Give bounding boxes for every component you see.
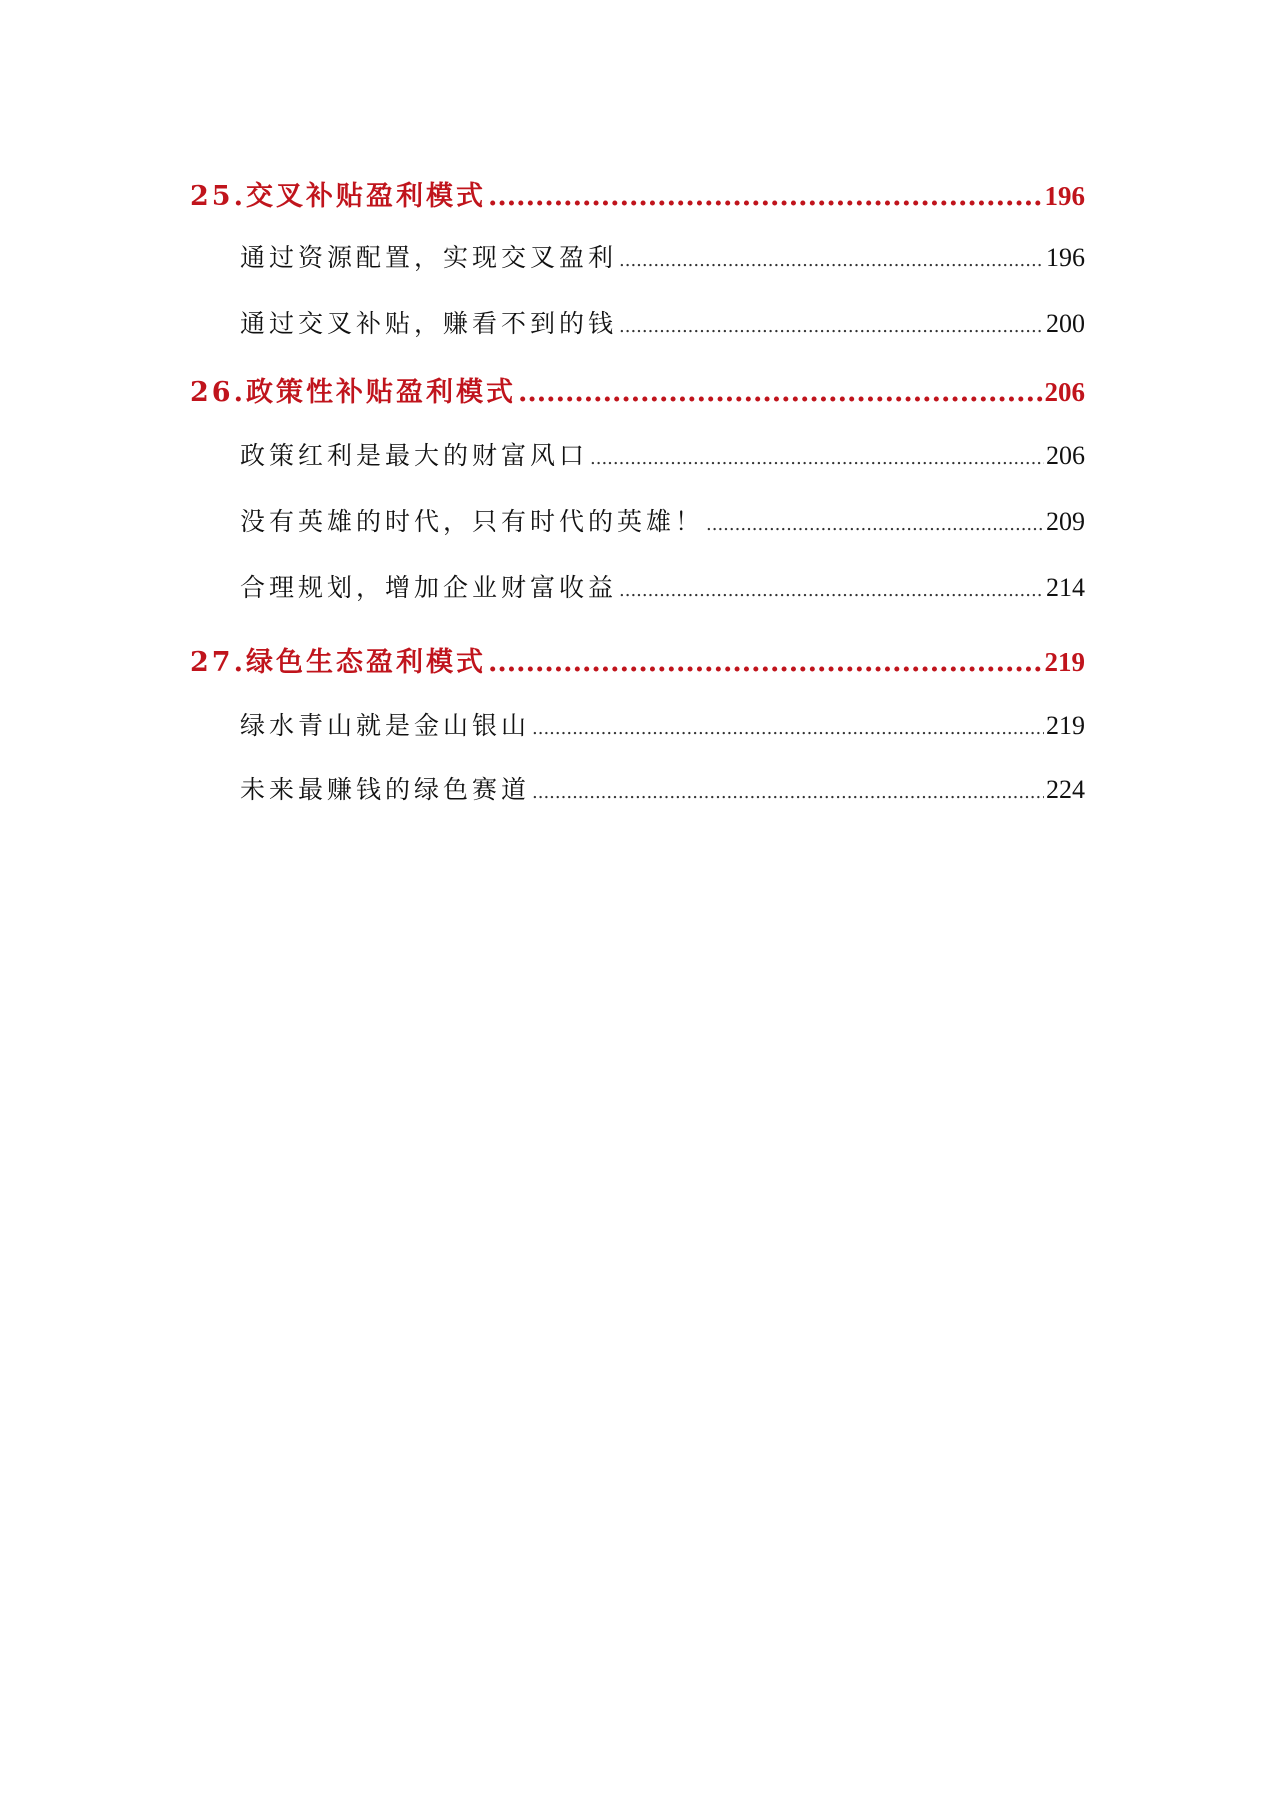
toc-section[interactable] — [240, 238, 1085, 274]
dot-leader — [518, 377, 1043, 408]
dot-leader — [706, 514, 1044, 535]
section-title: 绿水青山就是金山银山 — [240, 711, 531, 740]
page-number: 219 — [1046, 711, 1085, 740]
dot-leader — [532, 782, 1044, 803]
section-title: 通过资源配置，实现交叉盈利 — [240, 243, 618, 272]
chapter-title: 25.交叉补贴盈利模式 — [190, 181, 486, 212]
chapter-title: 26.政策性补贴盈利模式 — [190, 377, 516, 408]
dot-leader — [619, 316, 1044, 337]
toc-section[interactable] — [240, 568, 1085, 604]
dot-leader — [619, 580, 1044, 601]
dot-leader — [488, 647, 1043, 678]
toc-chapter-25[interactable] — [190, 174, 1085, 213]
toc-chapter-26[interactable] — [190, 370, 1085, 409]
toc-section[interactable] — [240, 770, 1085, 806]
page-number: 206 — [1044, 377, 1085, 407]
dot-leader — [619, 250, 1044, 271]
toc-section[interactable] — [240, 304, 1085, 340]
dot-leader — [532, 718, 1044, 739]
chapter-title: 27.绿色生态盈利模式 — [190, 647, 486, 678]
section-title: 通过交叉补贴，赚看不到的钱 — [240, 309, 618, 338]
dot-leader — [488, 181, 1043, 212]
toc-section[interactable] — [240, 436, 1085, 472]
toc-chapter-27[interactable] — [190, 640, 1085, 679]
page-number: 200 — [1046, 309, 1085, 338]
dot-leader — [590, 448, 1044, 469]
page-number: 196 — [1044, 181, 1085, 211]
toc-section[interactable] — [240, 502, 1085, 538]
page-number: 224 — [1046, 775, 1085, 804]
section-title: 政策红利是最大的财富风口 — [240, 441, 589, 470]
section-title: 没有英雄的时代，只有时代的英雄！ — [240, 507, 705, 536]
section-title: 未来最赚钱的绿色赛道 — [240, 775, 531, 804]
section-title: 合理规划，增加企业财富收益 — [240, 573, 618, 602]
page-number: 214 — [1046, 573, 1085, 602]
page-number: 196 — [1046, 243, 1085, 272]
page-number: 206 — [1046, 441, 1085, 470]
page-number: 219 — [1044, 647, 1085, 677]
page-number: 209 — [1046, 507, 1085, 536]
toc-section[interactable] — [240, 706, 1085, 742]
